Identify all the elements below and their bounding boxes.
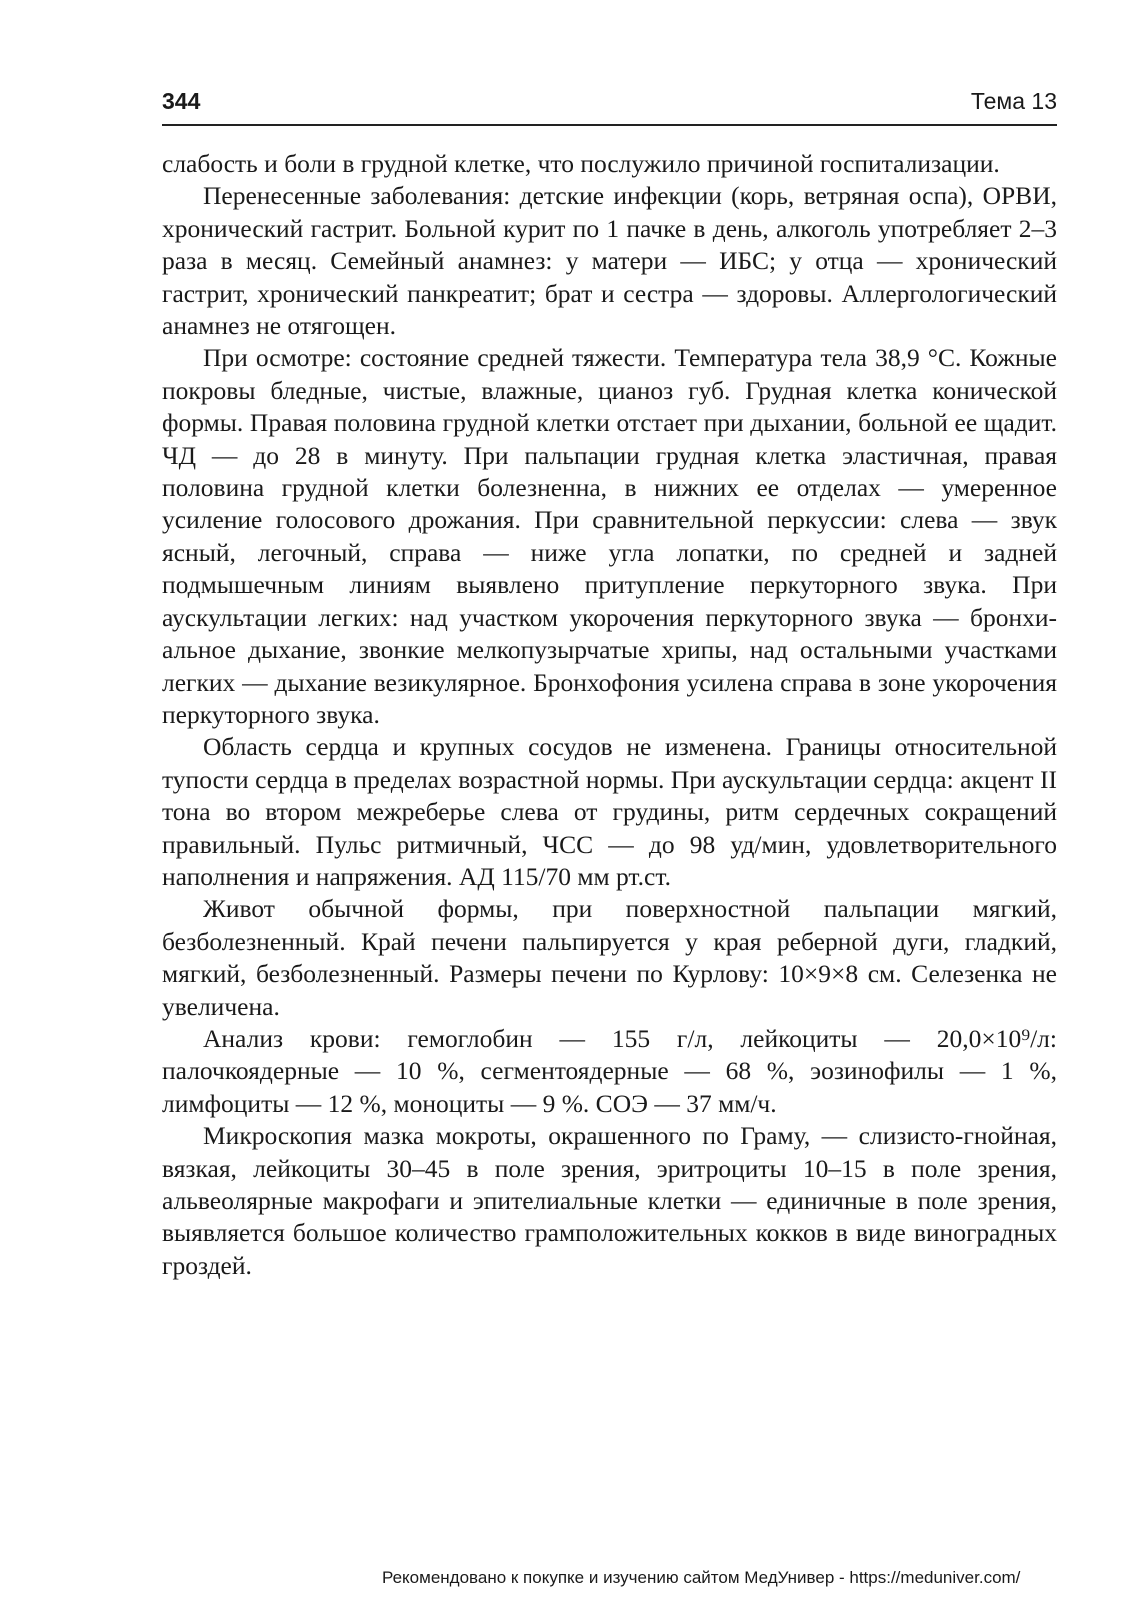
page-number: 344: [162, 88, 201, 114]
paragraph-examination: При осмотре: состояние средней тяжести. Температура тела 38,9 °С. Кожные покровы бледные, чистые, влажные, цианоз губ. Грудная клетка конической формы. Правая половина грудной клетки отстает при дыхании, больной ее щадит. ЧД — до 28 в минуту. При пальпации грудная клетка эластичная, правая половина грудной клетки болезненна, в нижних ее отделах — умеренное усиление голосового дрожания. При сравнительной перкуссии: слева — звук ясный, легочный, справа — ниже угла лопатки, по средней и задней подмышечным линиям выявлено притупление перкуторного звука. При аускультации легких: над участком укорочения перкуторного звука — бронхиальное дыхание, звонкие мелкопузырчатые хрипы, над остальными участками легких — дыхание везикулярное. Бронхофония усилена справа в зоне укорочения перкуторного звука.: [162, 343, 1057, 729]
paragraph-continuation: слабость и боли в грудной клетке, что послужило причиной госпитализации.: [162, 149, 1000, 178]
paragraph-blood-test: Анализ крови: гемоглобин — 155 г/л, лейкоциты — 20,0×10⁹/л: палочкоядерные — 10 %, сегментоядерные — 68 %, эозинофилы — 1 %, лимфоциты — 12 %, моноциты — 9 %. СОЭ — 37 мм/ч.: [162, 1023, 1057, 1118]
footer-note: Рекомендовано к покупке и изучению сайтом МедУнивер - https://meduniver.com/: [382, 1568, 1021, 1587]
paragraph-past-illnesses: Перенесенные заболевания: детские инфекции (корь, ветряная оспа), ОРВИ, хронический гастрит. Больной курит по 1 пачке в день, алкоголь употребляет 2–3 раза в месяц. Семейный анамнез: у матери — ИБС; у отца — хронический гастрит, хронический панкреатит; брат и сестра — здоровы. Аллергологический анамнез не отягощен.: [162, 181, 1057, 341]
paragraph-sputum-microscopy: Микроскопия мазка мокроты, окрашенного по Граму, — слизисто-гнойная, вязкая, лейкоциты 30–45 в поле зрения, эритроциты 10–15 в поле зрения, альвеолярные макрофаги и эпителиальные клетки — единичные в поле зрения, выявляется большое количество грамположительных кокков в виде виноградных гроздей.: [162, 1121, 1057, 1280]
body-text: [162, 148, 1057, 1282]
paragraph-heart: Область сердца и крупных сосудов не изменена. Границы относительной тупости сердца в пределах возрастной нормы. При аускультации сердца: акцент II тона во втором межреберье слева от грудины, ритм сердечных сокращений правильный. Пульс ритмичный, ЧСС — до 98 уд/мин, удовлетворительного наполнения и напряжения. АД 115/70 мм рт.ст.: [162, 732, 1057, 891]
paragraph-abdomen: Живот обычной формы, при поверхностной пальпации мягкий, безболезненный. Край печени пальпируется у края реберной дуги, гладкий, мягкий, безболезненный. Размеры печени по Курлову: 10×9×8 см. Селезенка не увеличена.: [162, 894, 1057, 1021]
page-header: [162, 84, 1057, 126]
running-head: Тема 13: [970, 88, 1057, 114]
